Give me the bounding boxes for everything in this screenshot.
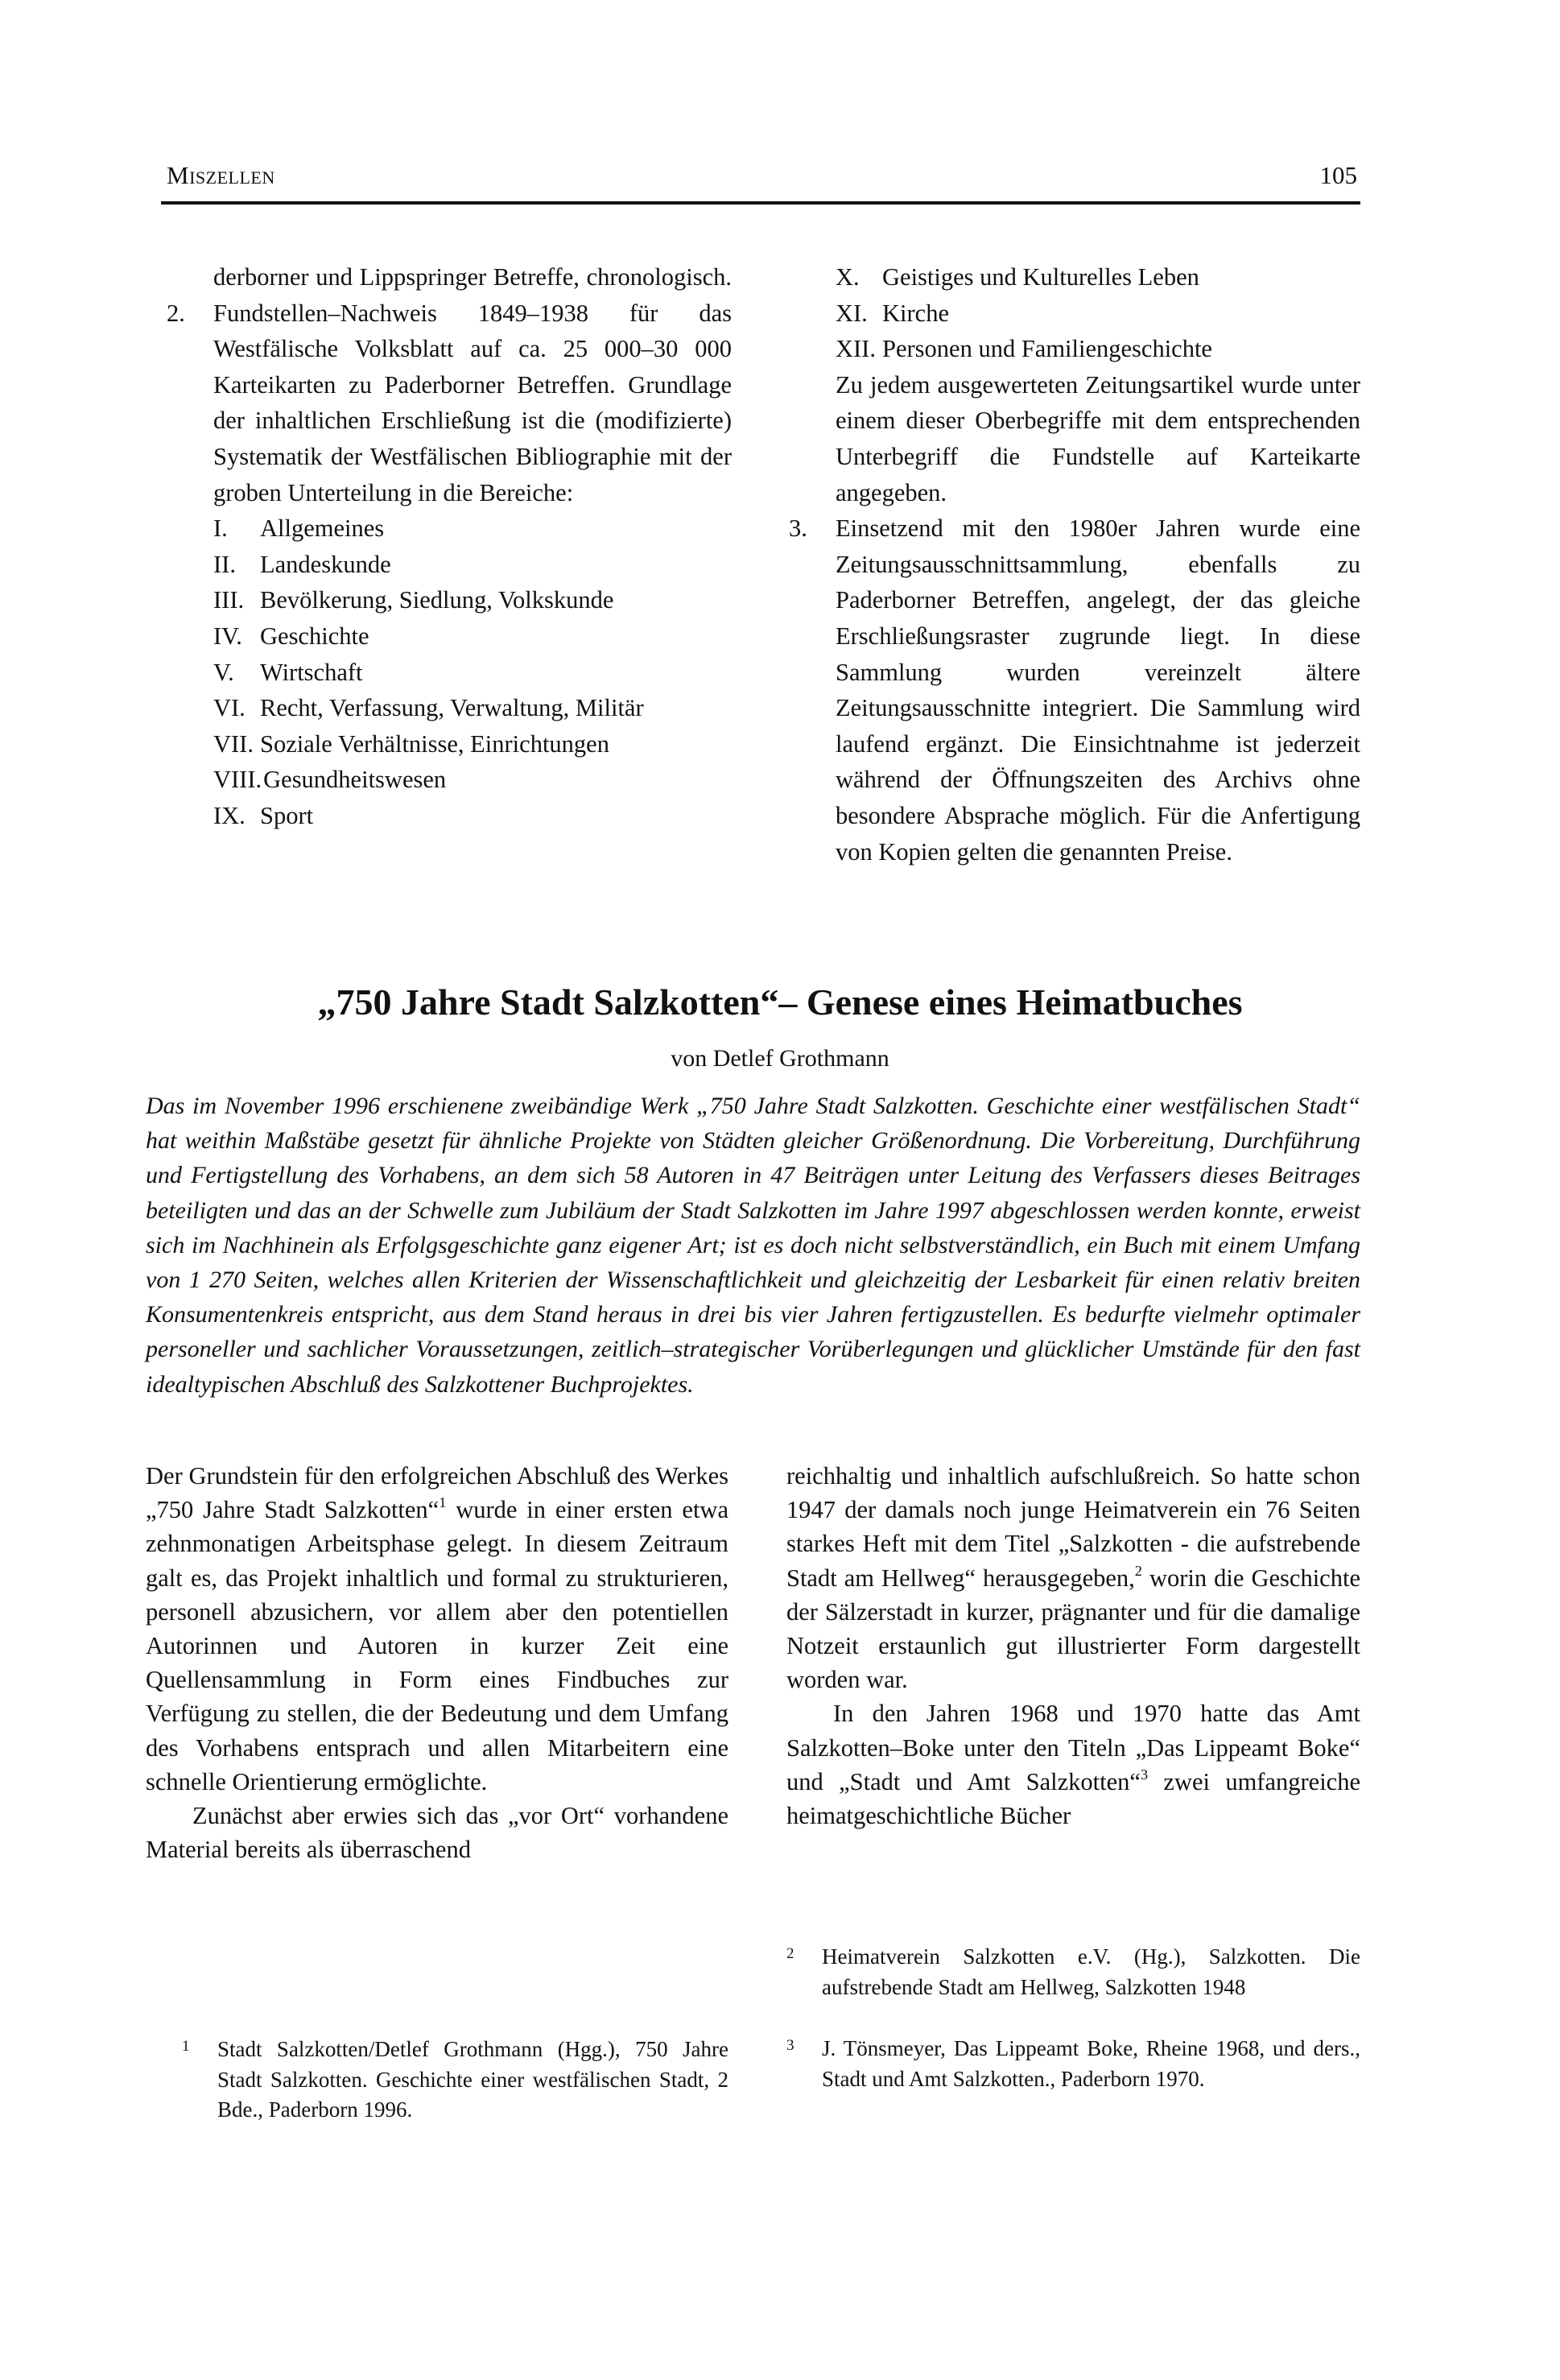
article-title: „750 Jahre Stadt Salzkotten“– Genese eines Heimatbuches [317, 981, 1243, 1023]
list-number: 3. [789, 514, 807, 543]
category-number: XI. [836, 299, 868, 327]
footnote-text: J. Tönsmeyer, Das Lippeamt Boke, Rheine 1968, und ders., Stadt und Amt Salzkotten., Paderborn 1970. [822, 2036, 1360, 2091]
body-text: worin die Geschichte der Sälzerstadt in kurzer, prägnanter und für die damalige Notzeit erstaunlich gut illustrierter Form dargestellt worden war. [786, 1564, 1360, 1694]
body-paragraph [146, 1459, 728, 1799]
category-number: VIII. [213, 766, 262, 794]
footnote-ref-3[interactable]: 3 [1140, 1766, 1149, 1783]
continued-list-item-text: derborner und Lippspringer Betreffe, chronologisch. [213, 263, 732, 291]
body-paragraph: Zunächst aber erwies sich das „vor Ort“ vorhandene Material bereits als überraschend [146, 1802, 728, 1864]
body-text: wurde in einer ersten etwa zehnmonatigen Arbeitsphase gelegt. In diesem Zeitraum galt es, das Projekt inhaltlich und formal zu strukturieren, personell abzusichern, vor allem aber den potentiellen Autorinnen und Autoren in kurzer Zeit eine Quellensammlung in Form eines Findbuches zur Verfügung zu stellen, die der Bedeutung und dem Umfang des Vorhabens entsprach und allen Mitarbeitern eine schnelle Orientierung ermöglichte. [146, 1496, 728, 1795]
category-item [213, 690, 732, 726]
category-number: XII. [836, 335, 876, 363]
category-label: Bevölkerung, Siedlung, Volkskunde [260, 586, 614, 614]
footnote-number: 3 [786, 2037, 794, 2054]
category-number: V. [213, 658, 234, 686]
category-label: Gesundheitswesen [263, 766, 447, 794]
list-item-text: Einsetzend mit den 1980er Jahren wurde eine Zeitungsausschnittsammlung, ebenfalls zu Paderborner Betreffen, angelegt, der das gleiche Erschließungsraster zugrunde liegt. In diese Sammlung wurden vereinzelt ältere Zeitungsausschnitte integriert. Die Sammlung wird laufend ergänzt. Die Einsichtnahme ist jederzeit während der Öffnungszeiten des Archivs ohne besondere Absprache möglich. Für die Anfertigung von Kopien gelten die genannten Preise. [836, 514, 1360, 866]
body-paragraph [786, 1459, 1360, 1696]
category-item [836, 259, 1360, 295]
category-item [213, 510, 732, 547]
category-label: Wirtschaft [260, 658, 363, 686]
upper-left-column [167, 259, 732, 834]
article-abstract: Das im November 1996 erschienene zweibändige Werk „750 Jahre Stadt Salzkotten. Geschichte einer westfälischen Stadt“ hat weithin Maßstäbe gesetzt für ähnliche Projekte von Städten gleicher Größenordnung. Die Vorbereitung, Durchführung und Fertigstellung des Vorhabens, an dem sich 58 Autoren in 47 Beiträgen unter Leitung des Verfassers dieses Beitrages beteiligten und das an der Schwelle zum Jubiläum der Stadt Salzkotten im Jahre 1997 abgeschlossen werden konnte, erweist sich im Nachhinein als Erfolgsgeschichte ganz eigener Art; ist es doch nicht selbstverständlich, ein Buch mit einem Umfang von 1 270 Seiten, welches allen Kriterien der Wissenschaftlichkeit und gleichzeitig der Lesbarkeit für einen relativ breiten Konsumentenkreis entspricht, aus dem Stand heraus in drei bis vier Jahren fertigzustellen. Es bedurfte vielmehr optimaler personeller und sachlicher Voraussetzungen, zeitlich–strategischer Vorüberlegungen und glücklicher Umstände für den fast idealtypischen Abschluß des Salzkottener Buchprojektes. [146, 1093, 1360, 1398]
list-item-2 [167, 295, 732, 511]
category-number: III. [213, 586, 245, 614]
body-text: In den Jahren 1968 und 1970 hatte das Amt Salzkotten–Boke unter den Titeln „Das Lippeamt Boke“ und „Stadt und Amt Salzkotten“ [786, 1700, 1360, 1795]
category-item [836, 331, 1360, 367]
list-number: 2. [167, 299, 185, 327]
footnote-text: Stadt Salzkotten/Detlef Grothmann (Hgg.), 750 Jahre Stadt Salzkotten. Geschichte einer westfälischen Stadt, 2 Bde., Paderborn 1996. [217, 2037, 728, 2122]
category-label: Personen und Familiengeschichte [882, 335, 1212, 363]
category-list-left [167, 510, 732, 833]
footnote-ref-2[interactable]: 2 [1134, 1562, 1142, 1579]
category-number: IX. [213, 801, 246, 829]
footnote-2 [786, 1942, 1360, 2002]
categorization-note: Zu jedem ausgewerteten Zeitungsartikel wurde unter einem dieser Oberbegriffe mit dem entsprechenden Unterbegriff die Fundstelle auf Karteikarte angegeben. [836, 370, 1360, 506]
list-item-3 [789, 510, 1360, 870]
footnote-3 [786, 2034, 1360, 2094]
body-right-column [786, 1459, 1360, 1833]
category-item [836, 295, 1360, 332]
footnote-text: Heimatverein Salzkotten e.V. (Hg.), Salzkotten. Die aufstrebende Stadt am Hellweg, Salzkotten 1948 [822, 1944, 1360, 1999]
body-text: reichhaltig und inhaltlich aufschlußreich. So hatte schon 1947 der damals noch junge Heimatverein ein 76 Seiten starkes Heft mit dem Titel „Salzkotten - die aufstrebende Stadt am Hellweg“ herausgegeben, [786, 1462, 1360, 1592]
category-item [213, 655, 732, 691]
category-label: Recht, Verfassung, Verwaltung, Militär [260, 694, 644, 722]
footnote-number: 2 [786, 1945, 794, 1962]
footnote-ref-1[interactable]: 1 [439, 1494, 447, 1511]
article-byline: von Detlef Grothmann [671, 1045, 889, 1072]
body-left-column [146, 1459, 728, 1866]
footnote-1 [182, 2035, 728, 2126]
category-number: VI. [213, 694, 246, 722]
category-number: I. [213, 514, 228, 543]
category-number: X. [836, 263, 860, 291]
category-list-right [789, 259, 1360, 510]
body-text: zwei umfangreiche heimatgeschichtliche Bücher [786, 1767, 1360, 1830]
category-item [213, 582, 732, 618]
header-rule [161, 201, 1360, 205]
body-paragraph [786, 1696, 1360, 1833]
list-item-text: Fundstellen–Nachweis 1849–1938 für das Westfälische Volksblatt auf ca. 25 000–30 000 Karteikarten zu Paderborner Betreffen. Grundlage der inhaltlichen Erschließung ist die (modifizierte) Systematik der Westfälischen Bibliographie mit der groben Unterteilung in die Bereiche: [213, 299, 732, 506]
body-text: Der Grundstein für den erfolgreichen Abschluß des Werkes „750 Jahre Stadt Salzkotten“ [146, 1462, 728, 1524]
category-label: Geistiges und Kulturelles Leben [882, 263, 1199, 291]
running-head: Miszellen [167, 161, 275, 189]
category-label: Geschichte [260, 622, 369, 650]
page-number: 105 [1319, 161, 1357, 189]
category-number: II. [213, 550, 236, 578]
category-label: Sport [260, 801, 314, 829]
category-label: Soziale Verhältnisse, Einrichtungen [260, 729, 609, 758]
footnote-number: 1 [182, 2038, 190, 2055]
category-number: IV. [213, 622, 242, 650]
category-label: Kirche [882, 299, 949, 327]
category-item [213, 762, 732, 798]
category-item [213, 726, 732, 762]
category-number: VII. [213, 729, 254, 758]
category-item [213, 547, 732, 583]
category-label: Landeskunde [260, 550, 391, 578]
category-item [213, 798, 732, 834]
category-label: Allgemeines [260, 514, 385, 543]
upper-right-column [789, 259, 1360, 870]
category-item [213, 618, 732, 655]
